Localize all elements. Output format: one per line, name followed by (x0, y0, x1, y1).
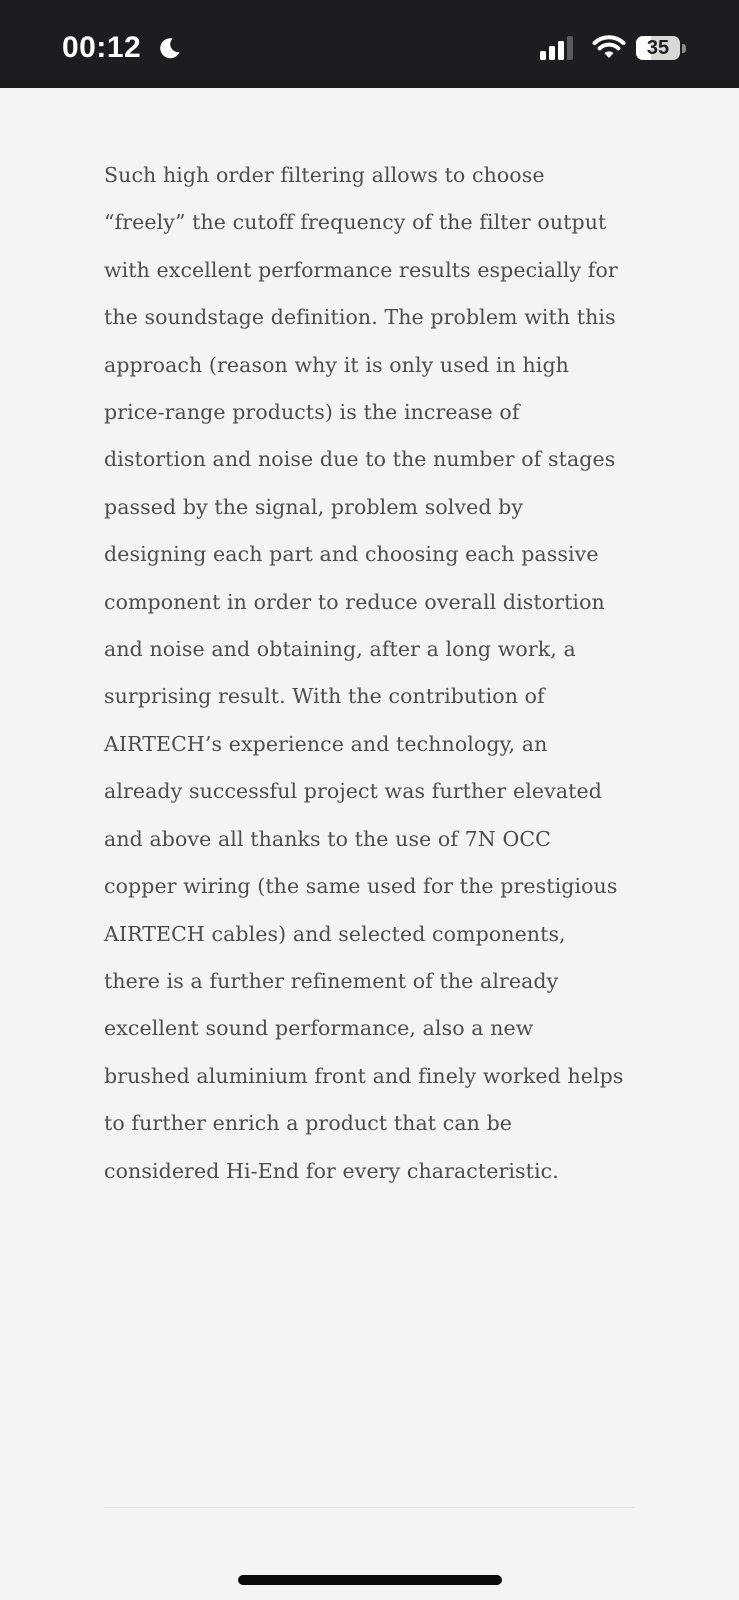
home-indicator[interactable] (238, 1575, 502, 1585)
battery-nub (682, 44, 686, 53)
moon-icon (158, 36, 182, 60)
article-body: Such high order filtering allows to choose “freely” the cutoff frequency of the filter output with excellent performance results especially for the soundstage definition. The problem with this approach (reason why it is only used in high price-range products) is the increase of distortion and noise due to the number of stages passed by the signal, problem solved by designing each part and choosing each passive component in order to reduce overall distortion and noise and obtaining, after a long work, a surprising result. With the contribution of AIRTECH’s experience and technology, an already successful project was further elevated and above all thanks to the use of 7N OCC copper wiring (the same used for the prestigious AIRTECH cables) and selected components, there is a further refinement of the already excellent sound performance, also a new brushed aluminium front and finely worked helps to further enrich a product that can be considered Hi-End for every characteristic. (104, 163, 624, 1183)
signal-icon (540, 36, 578, 60)
battery-icon (636, 36, 688, 62)
battery-level: 35 (646, 37, 670, 59)
wifi-icon (592, 34, 626, 60)
status-time: 00:12 (62, 31, 142, 64)
footer-divider (104, 1507, 635, 1508)
status-bar (0, 0, 739, 88)
battery-body (636, 36, 680, 60)
